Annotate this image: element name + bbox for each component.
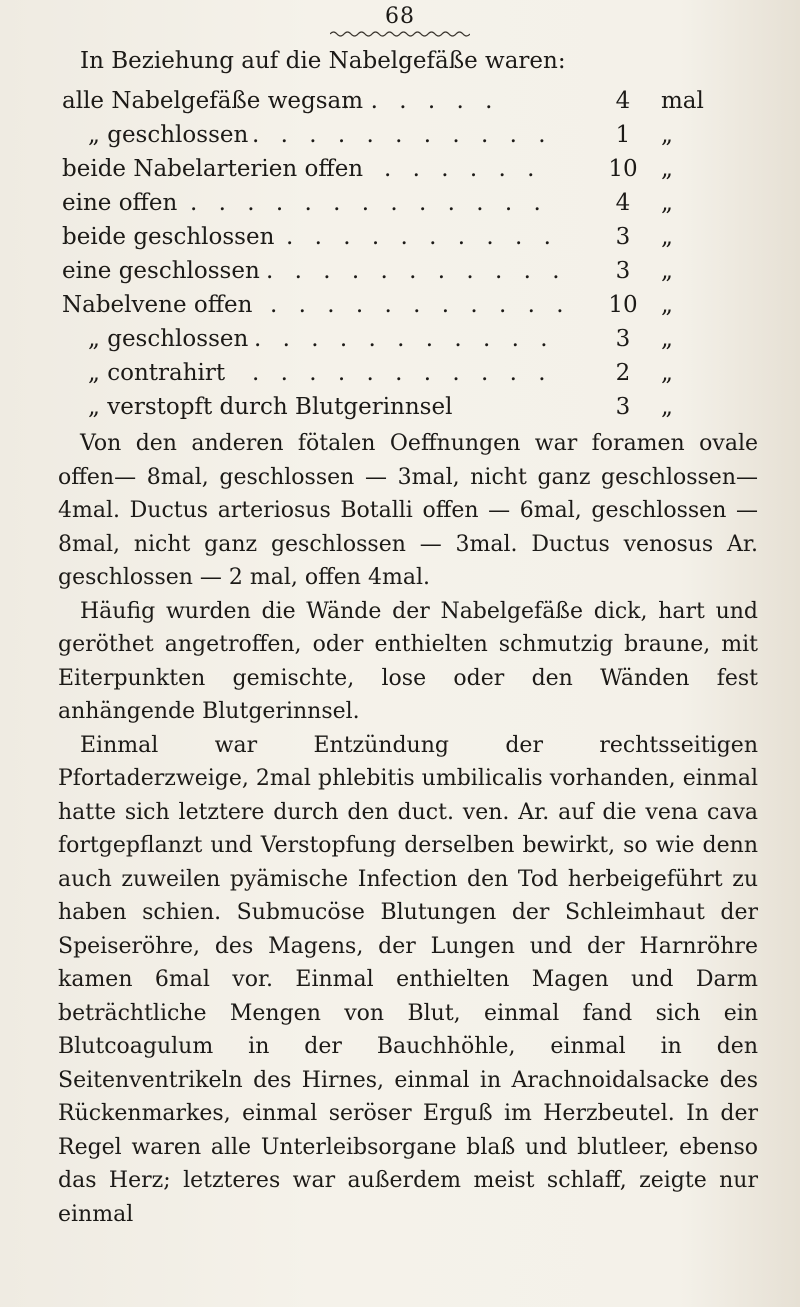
tally-label: „ verstopft durch Blutgerinnsel [88, 394, 453, 420]
tally-unit: „ [661, 190, 673, 216]
paragraph-vessel-walls: Häufig wurden die Wände der Nabelgefäße dick, hart und geröthet angetroffen, oder enthielten schmutzig braune, mit Eiterpunkten gemischte, lose oder den Wänden fest anhängende Blutgerinnsel. [58, 598, 758, 724]
leader-dots: . . . . . . . . . . . [252, 360, 553, 386]
tally-unit: mal [661, 88, 704, 114]
tally-count: 10 [608, 156, 638, 182]
tally-count: 10 [608, 292, 638, 318]
body-text [58, 427, 758, 1231]
tally-label: eine offen [62, 190, 178, 216]
section-intro: In Beziehung auf die Nabelgefäße waren: [80, 48, 566, 74]
leader-dots: . . . . . . . . . . . [252, 122, 553, 148]
tally-label: Nabelvene offen [62, 292, 253, 318]
tally-unit: „ [661, 156, 673, 182]
tally-label: „ geschlossen [88, 326, 249, 352]
tally-unit: „ [661, 394, 673, 420]
tally-count: 3 [615, 258, 631, 284]
tally-unit: „ [661, 122, 673, 148]
leader-dots: . . . . . . . . . . . [254, 326, 555, 352]
page-number: 68 [385, 4, 415, 29]
tally-row [0, 118, 800, 152]
tally-label: beide Nabelarterien offen [62, 156, 364, 182]
tally-row [0, 356, 800, 390]
tally-row [0, 390, 800, 424]
tally-unit: „ [661, 258, 673, 284]
tally-count: 4 [615, 190, 631, 216]
leader-dots: . . . . . . . . . . [286, 224, 558, 250]
tally-unit: „ [661, 360, 673, 386]
leader-dots: . . . . . . . . . . . [270, 292, 571, 318]
tally-row [0, 186, 800, 220]
tally-count: 3 [615, 394, 631, 420]
tally-row [0, 220, 800, 254]
tally-row [0, 152, 800, 186]
tally-count: 3 [615, 224, 631, 250]
leader-dots: . . . . . . . . . . . . . [190, 190, 548, 216]
tally-count: 3 [615, 326, 631, 352]
tally-unit: „ [661, 326, 673, 352]
paragraph-inflammation: Einmal war Entzündung der rechtsseitigen Pfortaderzweige, 2mal phlebitis umbilicalis vorhanden, einmal hatte sich letztere durch den duct. ven. Ar. auf die vena cava fortgepflanzt und Verstopfung derselben bewirkt, so wie denn auch zuweilen pyämische Infection den Tod herbeigeführt zu haben schien. Submucöse Blutungen der Schleimhaut der Speiseröhre, des Magens, der Lungen und der Harnröhre kamen 6mal vor. Einmal enthielten Magen und Darm beträchtliche Mengen von Blut, einmal fand sich ein Blutcoagulum in der Bauchhöhle, einmal in den Seitenventrikeln des Hirnes, einmal in Arachnoidalsacke des Rückenmarkes, einmal seröser Erguß im Herzbeutel. In der Regel waren alle Unterleibsorgane blaß und blutleer, ebenso das Herz; letzteres war außerdem meist schlaff, zeigte nur einmal [58, 732, 758, 1227]
ornament-rule [330, 30, 470, 38]
leader-dots: . . . . . . . . . . . [266, 258, 567, 284]
paragraph-foetal-openings: Von den anderen fötalen Oeffnungen war foramen ovale offen— 8mal, geschlossen — 3mal, nicht ganz geschlossen—4mal. Ductus arteriosus Botalli offen — 6mal, geschlossen — 8mal, nicht ganz geschlossen — 3mal. Ductus venosus Ar. geschlossen — 2 mal, offen 4mal. [58, 431, 758, 590]
leader-dots: . . . . . . [342, 88, 500, 114]
tally-label: beide geschlossen [62, 224, 275, 250]
tally-count: 4 [615, 88, 631, 114]
leader-dots: . . . . . . [384, 156, 542, 182]
tally-list [0, 84, 800, 424]
tally-row [0, 322, 800, 356]
tally-count: 2 [615, 360, 631, 386]
tally-label: eine geschlossen [62, 258, 260, 284]
tally-unit: „ [661, 224, 673, 250]
tally-row [0, 84, 800, 118]
tally-row [0, 254, 800, 288]
tally-label: „ geschlossen [88, 122, 249, 148]
tally-label: „ contrahirt [88, 360, 226, 386]
tally-count: 1 [615, 122, 631, 148]
tally-row [0, 288, 800, 322]
tally-unit: „ [661, 292, 673, 318]
tally-label: alle Nabelgefäße wegsam [62, 88, 364, 114]
